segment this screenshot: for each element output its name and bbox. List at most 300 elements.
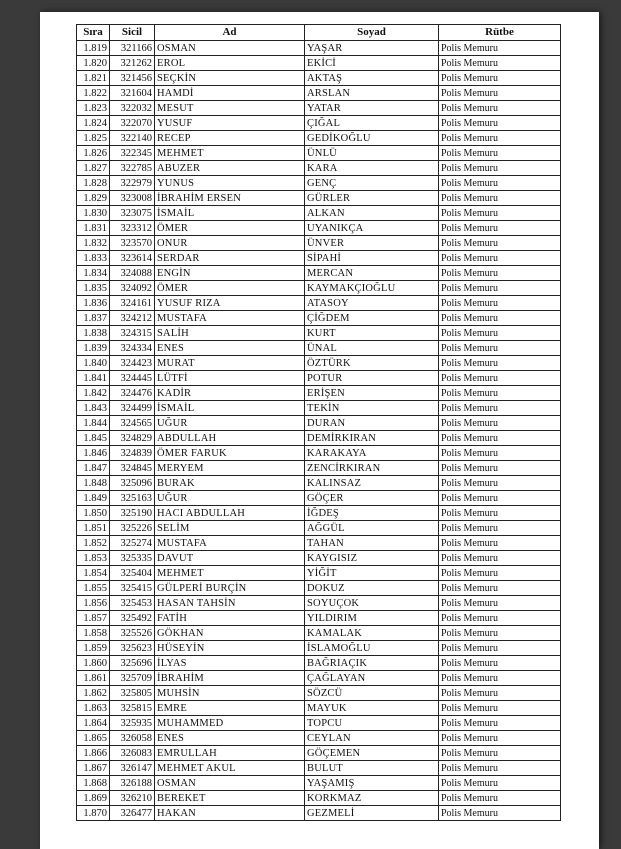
cell-ad: HAKAN: [155, 806, 305, 821]
cell-rutbe: Polis Memuru: [439, 671, 561, 686]
cell-rutbe: Polis Memuru: [439, 86, 561, 101]
cell-sicil: 324829: [110, 431, 155, 446]
cell-ad: SEÇKİN: [155, 71, 305, 86]
cell-soyad: İSLAMOĞLU: [305, 641, 439, 656]
cell-rutbe: Polis Memuru: [439, 776, 561, 791]
cell-soyad: ÜNVER: [305, 236, 439, 251]
cell-sicil: 322140: [110, 131, 155, 146]
cell-ad: HACI ABDULLAH: [155, 506, 305, 521]
cell-sicil: 326188: [110, 776, 155, 791]
cell-ad: UĞUR: [155, 416, 305, 431]
cell-rutbe: Polis Memuru: [439, 326, 561, 341]
cell-soyad: SÖZCÜ: [305, 686, 439, 701]
cell-sira: 1.868: [77, 776, 110, 791]
cell-sicil: 325190: [110, 506, 155, 521]
cell-rutbe: Polis Memuru: [439, 806, 561, 821]
cell-sira: 1.849: [77, 491, 110, 506]
cell-ad: MERYEM: [155, 461, 305, 476]
cell-soyad: GÜRLER: [305, 191, 439, 206]
cell-sicil: 324088: [110, 266, 155, 281]
cell-sicil: 325415: [110, 581, 155, 596]
cell-rutbe: Polis Memuru: [439, 371, 561, 386]
cell-sicil: 322070: [110, 116, 155, 131]
cell-rutbe: Polis Memuru: [439, 176, 561, 191]
cell-rutbe: Polis Memuru: [439, 446, 561, 461]
cell-ad: OSMAN: [155, 776, 305, 791]
cell-sira: 1.836: [77, 296, 110, 311]
table-body: [77, 41, 561, 821]
cell-rutbe: Polis Memuru: [439, 701, 561, 716]
cell-sira: 1.822: [77, 86, 110, 101]
cell-rutbe: Polis Memuru: [439, 251, 561, 266]
table-row: [77, 386, 561, 401]
table-row: [77, 716, 561, 731]
cell-sira: 1.859: [77, 641, 110, 656]
cell-soyad: KORKMAZ: [305, 791, 439, 806]
cell-ad: EROL: [155, 56, 305, 71]
cell-sicil: 324161: [110, 296, 155, 311]
cell-sicil: 326083: [110, 746, 155, 761]
cell-rutbe: Polis Memuru: [439, 506, 561, 521]
cell-sira: 1.842: [77, 386, 110, 401]
cell-rutbe: Polis Memuru: [439, 791, 561, 806]
cell-sicil: 325404: [110, 566, 155, 581]
table-row: [77, 686, 561, 701]
cell-ad: ENGİN: [155, 266, 305, 281]
cell-rutbe: Polis Memuru: [439, 236, 561, 251]
cell-ad: HAMDİ: [155, 86, 305, 101]
cell-sicil: 324476: [110, 386, 155, 401]
cell-ad: İLYAS: [155, 656, 305, 671]
table-row: [77, 221, 561, 236]
cell-ad: LÜTFİ: [155, 371, 305, 386]
cell-sira: 1.839: [77, 341, 110, 356]
cell-sicil: 323570: [110, 236, 155, 251]
cell-sira: 1.841: [77, 371, 110, 386]
cell-sicil: 321166: [110, 41, 155, 56]
cell-soyad: KAYGISIZ: [305, 551, 439, 566]
cell-ad: RECEP: [155, 131, 305, 146]
cell-sira: 1.867: [77, 761, 110, 776]
cell-sicil: 324212: [110, 311, 155, 326]
table-row: [77, 116, 561, 131]
cell-sira: 1.825: [77, 131, 110, 146]
table-row: [77, 206, 561, 221]
cell-soyad: KARA: [305, 161, 439, 176]
cell-sicil: 325526: [110, 626, 155, 641]
cell-rutbe: Polis Memuru: [439, 116, 561, 131]
table-row: [77, 311, 561, 326]
header-soyad: Soyad: [305, 25, 439, 41]
table-row: [77, 56, 561, 71]
cell-rutbe: Polis Memuru: [439, 221, 561, 236]
table-row: [77, 536, 561, 551]
cell-sicil: 326210: [110, 791, 155, 806]
table-row: [77, 356, 561, 371]
cell-soyad: YAŞAR: [305, 41, 439, 56]
cell-sicil: 323075: [110, 206, 155, 221]
cell-sira: 1.869: [77, 791, 110, 806]
cell-sira: 1.866: [77, 746, 110, 761]
cell-sicil: 325226: [110, 521, 155, 536]
cell-ad: SERDAR: [155, 251, 305, 266]
cell-sira: 1.852: [77, 536, 110, 551]
cell-rutbe: Polis Memuru: [439, 191, 561, 206]
cell-soyad: KAMALAK: [305, 626, 439, 641]
cell-soyad: İĞDEŞ: [305, 506, 439, 521]
cell-ad: HÜSEYİN: [155, 641, 305, 656]
cell-ad: ENES: [155, 341, 305, 356]
cell-sicil: 326058: [110, 731, 155, 746]
cell-soyad: YAŞAMIŞ: [305, 776, 439, 791]
cell-sicil: 324565: [110, 416, 155, 431]
cell-ad: EMRULLAH: [155, 746, 305, 761]
table-row: [77, 776, 561, 791]
cell-ad: MURAT: [155, 356, 305, 371]
cell-sicil: 324499: [110, 401, 155, 416]
cell-rutbe: Polis Memuru: [439, 131, 561, 146]
cell-rutbe: Polis Memuru: [439, 536, 561, 551]
cell-soyad: ÇİĞDEM: [305, 311, 439, 326]
table-row: [77, 341, 561, 356]
cell-ad: MUHSİN: [155, 686, 305, 701]
cell-sicil: 325453: [110, 596, 155, 611]
cell-soyad: CEYLAN: [305, 731, 439, 746]
cell-sira: 1.851: [77, 521, 110, 536]
cell-sicil: 322979: [110, 176, 155, 191]
cell-ad: ÖMER: [155, 281, 305, 296]
cell-rutbe: Polis Memuru: [439, 161, 561, 176]
cell-rutbe: Polis Memuru: [439, 521, 561, 536]
cell-sicil: 325815: [110, 701, 155, 716]
table-row: [77, 521, 561, 536]
cell-rutbe: Polis Memuru: [439, 716, 561, 731]
cell-rutbe: Polis Memuru: [439, 746, 561, 761]
cell-soyad: KAYMAKÇIOĞLU: [305, 281, 439, 296]
cell-rutbe: Polis Memuru: [439, 581, 561, 596]
cell-ad: MUHAMMED: [155, 716, 305, 731]
table-row: [77, 266, 561, 281]
cell-sira: 1.833: [77, 251, 110, 266]
cell-soyad: SOYUÇOK: [305, 596, 439, 611]
cell-ad: İBRAHİM: [155, 671, 305, 686]
cell-sira: 1.823: [77, 101, 110, 116]
cell-soyad: DOKUZ: [305, 581, 439, 596]
cell-sicil: 325274: [110, 536, 155, 551]
cell-ad: MUSTAFA: [155, 536, 305, 551]
cell-rutbe: Polis Memuru: [439, 641, 561, 656]
cell-rutbe: Polis Memuru: [439, 686, 561, 701]
cell-soyad: UYANIKÇA: [305, 221, 439, 236]
table-row: [77, 251, 561, 266]
cell-soyad: MERCAN: [305, 266, 439, 281]
cell-ad: GÖKHAN: [155, 626, 305, 641]
cell-sira: 1.832: [77, 236, 110, 251]
cell-sira: 1.837: [77, 311, 110, 326]
table-row: [77, 371, 561, 386]
header-rutbe: Rütbe: [439, 25, 561, 41]
table-row: [77, 71, 561, 86]
cell-sicil: 322785: [110, 161, 155, 176]
table-row: [77, 146, 561, 161]
cell-soyad: YATAR: [305, 101, 439, 116]
cell-soyad: KARAKAYA: [305, 446, 439, 461]
cell-soyad: ÜNAL: [305, 341, 439, 356]
header-sicil: Sicil: [110, 25, 155, 41]
cell-ad: BURAK: [155, 476, 305, 491]
cell-rutbe: Polis Memuru: [439, 656, 561, 671]
cell-sicil: 323312: [110, 221, 155, 236]
cell-sira: 1.840: [77, 356, 110, 371]
cell-sira: 1.835: [77, 281, 110, 296]
cell-soyad: YILDIRIM: [305, 611, 439, 626]
cell-ad: SELİM: [155, 521, 305, 536]
cell-sicil: 321262: [110, 56, 155, 71]
cell-soyad: POTUR: [305, 371, 439, 386]
table-row: [77, 551, 561, 566]
cell-sicil: 324445: [110, 371, 155, 386]
cell-soyad: BULUT: [305, 761, 439, 776]
cell-soyad: ERİŞEN: [305, 386, 439, 401]
cell-rutbe: Polis Memuru: [439, 281, 561, 296]
table-row: [77, 416, 561, 431]
table-row: [77, 791, 561, 806]
table-row: [77, 176, 561, 191]
cell-soyad: SİPAHİ: [305, 251, 439, 266]
cell-sira: 1.854: [77, 566, 110, 581]
table-row: [77, 296, 561, 311]
cell-ad: İSMAİL: [155, 206, 305, 221]
cell-sicil: 325696: [110, 656, 155, 671]
cell-sira: 1.824: [77, 116, 110, 131]
document-page: [40, 12, 599, 849]
table-row: [77, 596, 561, 611]
cell-rutbe: Polis Memuru: [439, 146, 561, 161]
cell-soyad: MAYUK: [305, 701, 439, 716]
cell-sicil: 324334: [110, 341, 155, 356]
cell-sicil: 322345: [110, 146, 155, 161]
cell-soyad: KALINSAZ: [305, 476, 439, 491]
cell-sira: 1.834: [77, 266, 110, 281]
cell-soyad: GÖÇER: [305, 491, 439, 506]
cell-soyad: ÜNLÜ: [305, 146, 439, 161]
cell-rutbe: Polis Memuru: [439, 476, 561, 491]
table-row: [77, 671, 561, 686]
cell-rutbe: Polis Memuru: [439, 761, 561, 776]
cell-sicil: 324839: [110, 446, 155, 461]
cell-ad: HASAN TAHSİN: [155, 596, 305, 611]
cell-soyad: AKTAŞ: [305, 71, 439, 86]
cell-sira: 1.830: [77, 206, 110, 221]
cell-rutbe: Polis Memuru: [439, 596, 561, 611]
cell-soyad: GENÇ: [305, 176, 439, 191]
cell-ad: GÜLPERİ BURÇİN: [155, 581, 305, 596]
cell-sira: 1.819: [77, 41, 110, 56]
table-row: [77, 491, 561, 506]
table-row: [77, 701, 561, 716]
cell-soyad: YİĞİT: [305, 566, 439, 581]
table-row: [77, 611, 561, 626]
table-row: [77, 236, 561, 251]
cell-sira: 1.844: [77, 416, 110, 431]
cell-sicil: 325335: [110, 551, 155, 566]
cell-sicil: 322032: [110, 101, 155, 116]
table-row: [77, 806, 561, 821]
cell-sira: 1.843: [77, 401, 110, 416]
cell-rutbe: Polis Memuru: [439, 551, 561, 566]
cell-sira: 1.829: [77, 191, 110, 206]
cell-soyad: TEKİN: [305, 401, 439, 416]
cell-sira: 1.848: [77, 476, 110, 491]
cell-sicil: 325492: [110, 611, 155, 626]
cell-rutbe: Polis Memuru: [439, 341, 561, 356]
cell-ad: UĞUR: [155, 491, 305, 506]
cell-ad: SALİH: [155, 326, 305, 341]
table-header-row: [77, 25, 561, 41]
cell-soyad: KURT: [305, 326, 439, 341]
header-sira: Sıra: [77, 25, 110, 41]
cell-sira: 1.847: [77, 461, 110, 476]
cell-sicil: 325935: [110, 716, 155, 731]
cell-sira: 1.858: [77, 626, 110, 641]
cell-soyad: ÇAĞLAYAN: [305, 671, 439, 686]
cell-sira: 1.856: [77, 596, 110, 611]
cell-ad: OSMAN: [155, 41, 305, 56]
cell-sira: 1.863: [77, 701, 110, 716]
personnel-table: [76, 24, 561, 821]
cell-ad: FATİH: [155, 611, 305, 626]
cell-rutbe: Polis Memuru: [439, 416, 561, 431]
cell-ad: MESUT: [155, 101, 305, 116]
cell-rutbe: Polis Memuru: [439, 431, 561, 446]
cell-rutbe: Polis Memuru: [439, 266, 561, 281]
cell-sicil: 323008: [110, 191, 155, 206]
cell-sicil: 325709: [110, 671, 155, 686]
table-row: [77, 461, 561, 476]
cell-sira: 1.864: [77, 716, 110, 731]
cell-sicil: 321604: [110, 86, 155, 101]
cell-sira: 1.850: [77, 506, 110, 521]
cell-ad: MEHMET AKUL: [155, 761, 305, 776]
cell-rutbe: Polis Memuru: [439, 56, 561, 71]
cell-soyad: AĞGÜL: [305, 521, 439, 536]
cell-ad: BEREKET: [155, 791, 305, 806]
cell-ad: YUSUF RIZA: [155, 296, 305, 311]
cell-soyad: ZENCİRKIRAN: [305, 461, 439, 476]
table-row: [77, 656, 561, 671]
table-row: [77, 506, 561, 521]
cell-sicil: 326477: [110, 806, 155, 821]
cell-ad: İSMAİL: [155, 401, 305, 416]
table-row: [77, 41, 561, 56]
cell-sicil: 321456: [110, 71, 155, 86]
cell-rutbe: Polis Memuru: [439, 356, 561, 371]
cell-soyad: GÖÇEMEN: [305, 746, 439, 761]
cell-soyad: ALKAN: [305, 206, 439, 221]
table-row: [77, 581, 561, 596]
cell-rutbe: Polis Memuru: [439, 71, 561, 86]
cell-rutbe: Polis Memuru: [439, 491, 561, 506]
table-row: [77, 401, 561, 416]
cell-soyad: DURAN: [305, 416, 439, 431]
cell-sicil: 324423: [110, 356, 155, 371]
cell-ad: YUSUF: [155, 116, 305, 131]
cell-sicil: 324315: [110, 326, 155, 341]
cell-rutbe: Polis Memuru: [439, 611, 561, 626]
table-row: [77, 746, 561, 761]
cell-rutbe: Polis Memuru: [439, 386, 561, 401]
table-row: [77, 761, 561, 776]
cell-ad: EMRE: [155, 701, 305, 716]
cell-sira: 1.860: [77, 656, 110, 671]
table-row: [77, 476, 561, 491]
table-row: [77, 626, 561, 641]
cell-soyad: TAHAN: [305, 536, 439, 551]
cell-soyad: GEZMELİ: [305, 806, 439, 821]
cell-ad: ÖMER FARUK: [155, 446, 305, 461]
cell-sicil: 324845: [110, 461, 155, 476]
cell-sira: 1.870: [77, 806, 110, 821]
cell-sira: 1.838: [77, 326, 110, 341]
cell-sicil: 326147: [110, 761, 155, 776]
table-row: [77, 326, 561, 341]
cell-sira: 1.853: [77, 551, 110, 566]
table-row: [77, 731, 561, 746]
cell-rutbe: Polis Memuru: [439, 566, 561, 581]
cell-rutbe: Polis Memuru: [439, 401, 561, 416]
cell-sicil: 325163: [110, 491, 155, 506]
cell-sicil: 325805: [110, 686, 155, 701]
cell-rutbe: Polis Memuru: [439, 41, 561, 56]
cell-ad: ABUZER: [155, 161, 305, 176]
cell-soyad: ARSLAN: [305, 86, 439, 101]
cell-ad: MUSTAFA: [155, 311, 305, 326]
cell-sicil: 325623: [110, 641, 155, 656]
table-row: [77, 431, 561, 446]
cell-soyad: ATASOY: [305, 296, 439, 311]
cell-rutbe: Polis Memuru: [439, 311, 561, 326]
table-row: [77, 281, 561, 296]
cell-ad: ONUR: [155, 236, 305, 251]
header-ad: Ad: [155, 25, 305, 41]
cell-sicil: 324092: [110, 281, 155, 296]
cell-ad: İBRAHİM ERSEN: [155, 191, 305, 206]
cell-sira: 1.821: [77, 71, 110, 86]
cell-sira: 1.846: [77, 446, 110, 461]
cell-sira: 1.857: [77, 611, 110, 626]
cell-ad: DAVUT: [155, 551, 305, 566]
cell-sira: 1.845: [77, 431, 110, 446]
cell-sira: 1.855: [77, 581, 110, 596]
cell-sira: 1.862: [77, 686, 110, 701]
cell-soyad: ÖZTÜRK: [305, 356, 439, 371]
table-row: [77, 641, 561, 656]
table-row: [77, 566, 561, 581]
table-row: [77, 86, 561, 101]
cell-soyad: EKİCİ: [305, 56, 439, 71]
cell-ad: KADİR: [155, 386, 305, 401]
cell-soyad: GEDİKOĞLU: [305, 131, 439, 146]
table-row: [77, 446, 561, 461]
cell-ad: YUNUS: [155, 176, 305, 191]
cell-rutbe: Polis Memuru: [439, 626, 561, 641]
cell-sira: 1.826: [77, 146, 110, 161]
cell-rutbe: Polis Memuru: [439, 101, 561, 116]
table-row: [77, 161, 561, 176]
cell-sira: 1.861: [77, 671, 110, 686]
cell-sira: 1.827: [77, 161, 110, 176]
cell-soyad: DEMİRKIRAN: [305, 431, 439, 446]
